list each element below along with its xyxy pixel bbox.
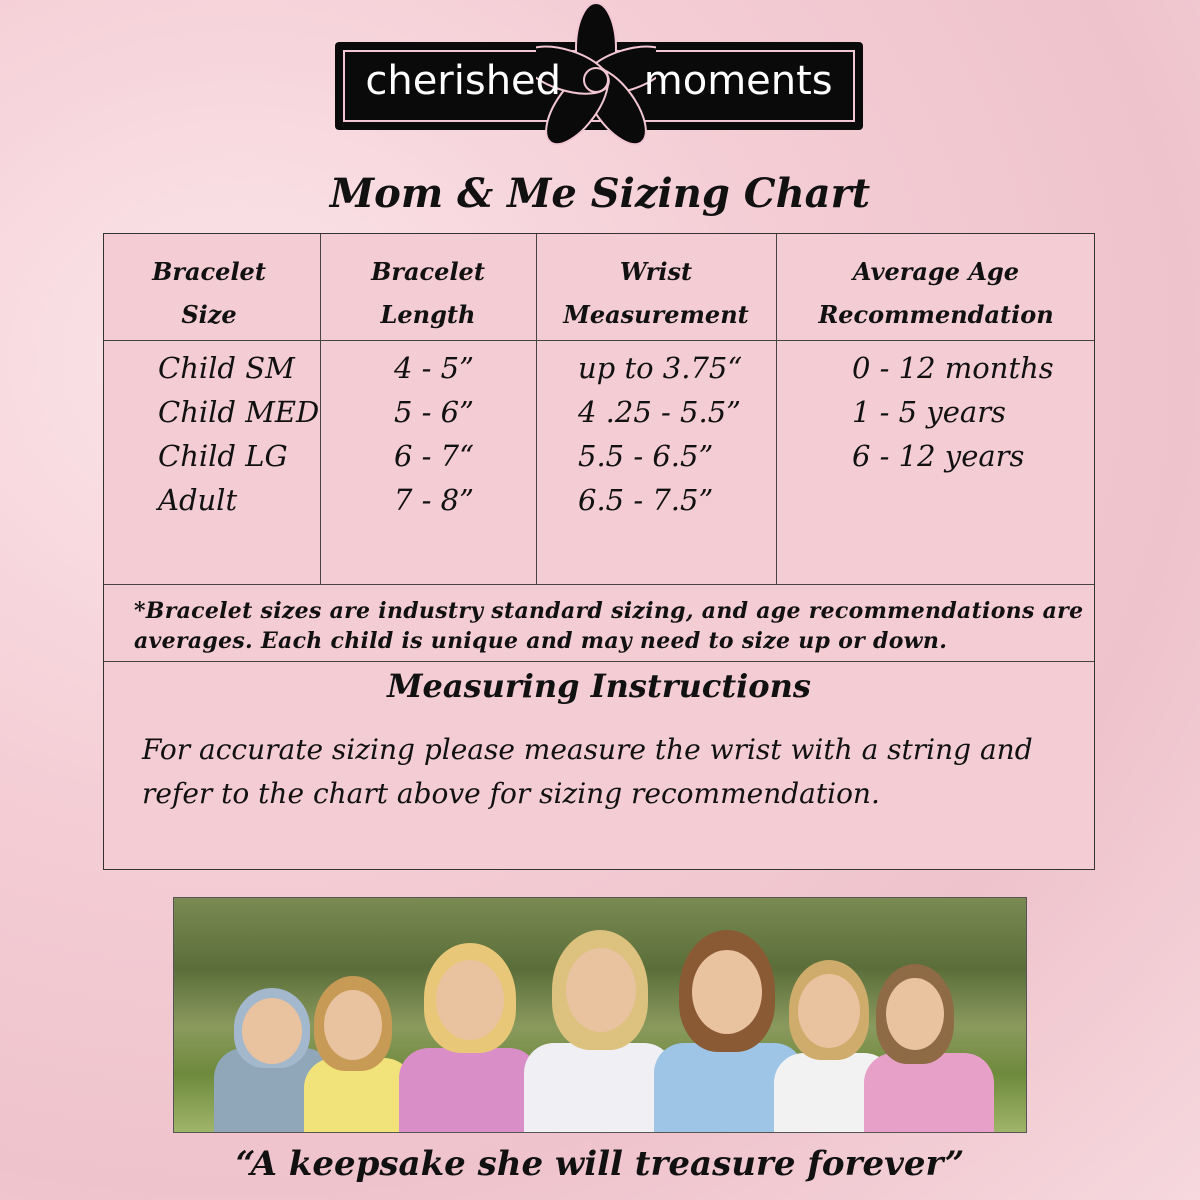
cell: Child MED	[158, 395, 320, 429]
note-line: *Bracelet sizes are industry standard sizing, and age recommendations are	[134, 598, 1084, 624]
cell: 1 - 5 years	[852, 395, 1006, 429]
child-face	[798, 974, 860, 1048]
header-line: Length	[380, 300, 476, 329]
header-line: Wrist	[619, 257, 693, 286]
column-length	[394, 346, 474, 522]
child-face	[436, 960, 504, 1040]
child-shirt	[864, 1053, 994, 1133]
cell: up to 3.75“	[578, 351, 743, 385]
children-photo	[173, 897, 1027, 1133]
header-line: Measurement	[563, 300, 749, 329]
cell: 4 - 5”	[394, 351, 474, 385]
child-shirt	[524, 1043, 674, 1133]
sizing-table	[103, 233, 1095, 870]
header-bracelet-size	[104, 250, 314, 336]
header-average-age	[776, 250, 1096, 336]
child-face	[566, 948, 636, 1032]
divider	[104, 340, 1094, 341]
cell: 4 .25 - 5.5”	[578, 395, 741, 429]
cell: 0 - 12 months	[852, 351, 1054, 385]
instructions-title: Measuring Instructions	[387, 667, 811, 705]
divider	[104, 661, 1094, 662]
header-line: Bracelet	[371, 257, 485, 286]
header-line: Recommendation	[818, 300, 1054, 329]
tagline: “A keepsake she will treasure forever”	[235, 1144, 965, 1184]
cell: 6 - 12 years	[852, 439, 1025, 473]
cell: Adult	[158, 483, 238, 517]
cell: 5.5 - 6.5”	[578, 439, 714, 473]
header-wrist-measurement	[536, 250, 776, 336]
header-bracelet-length	[320, 250, 536, 336]
child-shirt	[399, 1048, 539, 1133]
cell: 7 - 8”	[394, 483, 474, 517]
cell: 5 - 6”	[394, 395, 474, 429]
child-face	[886, 978, 944, 1050]
column-size	[158, 346, 319, 522]
column-age	[852, 346, 1054, 478]
page-title: Mom & Me Sizing Chart	[329, 170, 871, 217]
cell: 6.5 - 7.5”	[578, 483, 714, 517]
cell: 6 - 7“	[394, 439, 474, 473]
child-face	[692, 950, 762, 1034]
column-wrist	[578, 346, 742, 522]
note-line: averages. Each child is unique and may need to size up or down.	[134, 628, 948, 654]
divider	[104, 584, 1094, 585]
child-face	[242, 998, 302, 1064]
instructions-text: For accurate sizing please measure the wrist with a string and refer to the chart above for sizing recommendation.	[142, 733, 1033, 810]
header-line: Size	[181, 300, 237, 329]
header-line: Bracelet	[152, 257, 266, 286]
cell: Child LG	[158, 439, 288, 473]
sizing-note	[134, 596, 1083, 656]
child-face	[324, 990, 382, 1060]
logo-text: cherished moments	[365, 58, 833, 104]
header-line: Average Age	[852, 257, 1020, 286]
cell: Child SM	[158, 351, 295, 385]
